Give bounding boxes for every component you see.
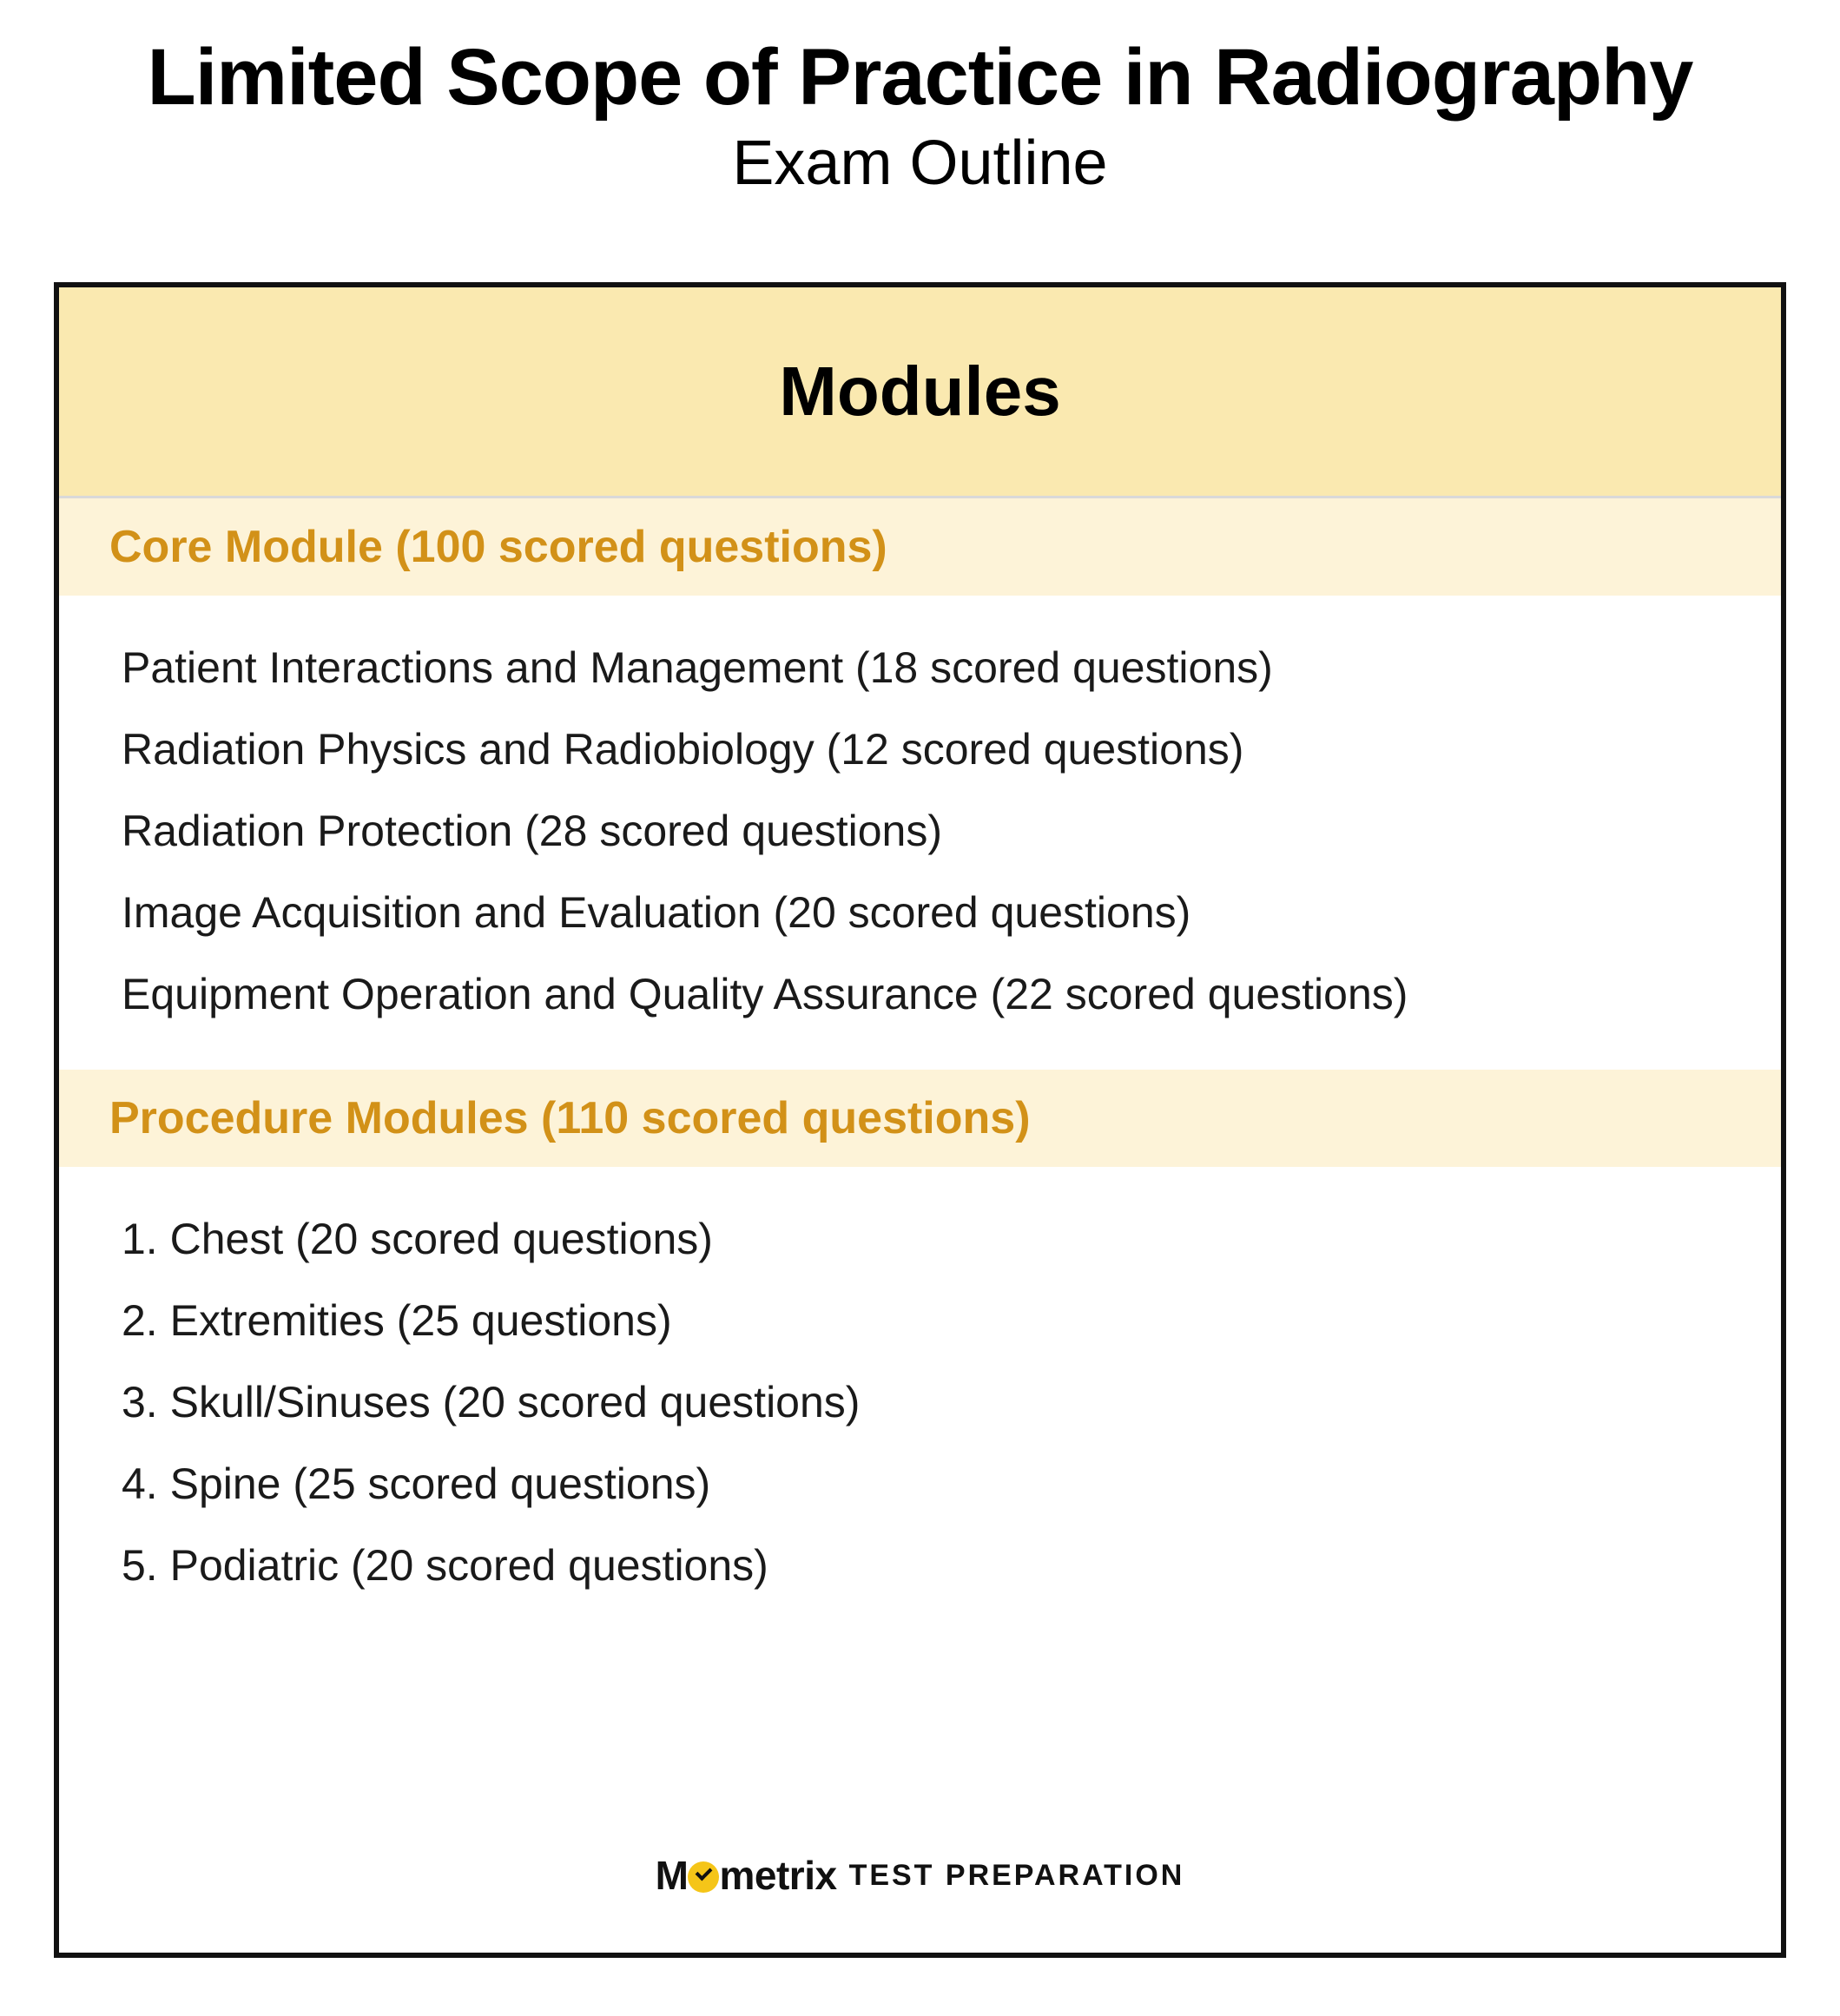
title-block <box>0 0 1840 201</box>
brand-tagline: TEST PREPARATION <box>848 1858 1185 1892</box>
card-header <box>59 287 1781 498</box>
card-header-title: Modules <box>779 352 1061 430</box>
section-body-core <box>59 596 1781 1070</box>
section-header-core: Core Module (100 scored questions) <box>59 498 1781 596</box>
mometrix-logo <box>656 1852 837 1899</box>
page-subtitle: Exam Outline <box>732 128 1108 199</box>
list-item: Image Acquisition and Evaluation (20 scored questions) <box>122 888 1191 937</box>
section-body-procedure <box>59 1167 1781 1641</box>
list-item: Equipment Operation and Quality Assurance (22 scored questions) <box>122 970 1408 1018</box>
page-title: Limited Scope of Practice in Radiography <box>147 33 1693 122</box>
section-header-procedure: Procedure Modules (110 scored questions) <box>59 1070 1781 1167</box>
list-item: Patient Interactions and Management (18 scored questions) <box>122 643 1273 692</box>
list-item: 3. Skull/Sinuses (20 scored questions) <box>122 1378 861 1426</box>
brand-prefix: M <box>655 1853 689 1898</box>
list-item: 5. Podiatric (20 scored questions) <box>122 1541 768 1590</box>
check-circle-icon <box>688 1861 719 1893</box>
list-item: Radiation Physics and Radiobiology (12 scored questions) <box>122 725 1244 774</box>
list-item: 4. Spine (25 scored questions) <box>122 1459 711 1508</box>
list-item: 2. Extremities (25 questions) <box>122 1296 672 1345</box>
footer-branding <box>59 1852 1781 1899</box>
list-item: Radiation Protection (28 scored questions) <box>122 807 942 855</box>
list-item: 1. Chest (20 scored questions) <box>122 1215 713 1263</box>
modules-card <box>54 282 1786 1958</box>
brand-suffix: metrix <box>719 1853 837 1898</box>
